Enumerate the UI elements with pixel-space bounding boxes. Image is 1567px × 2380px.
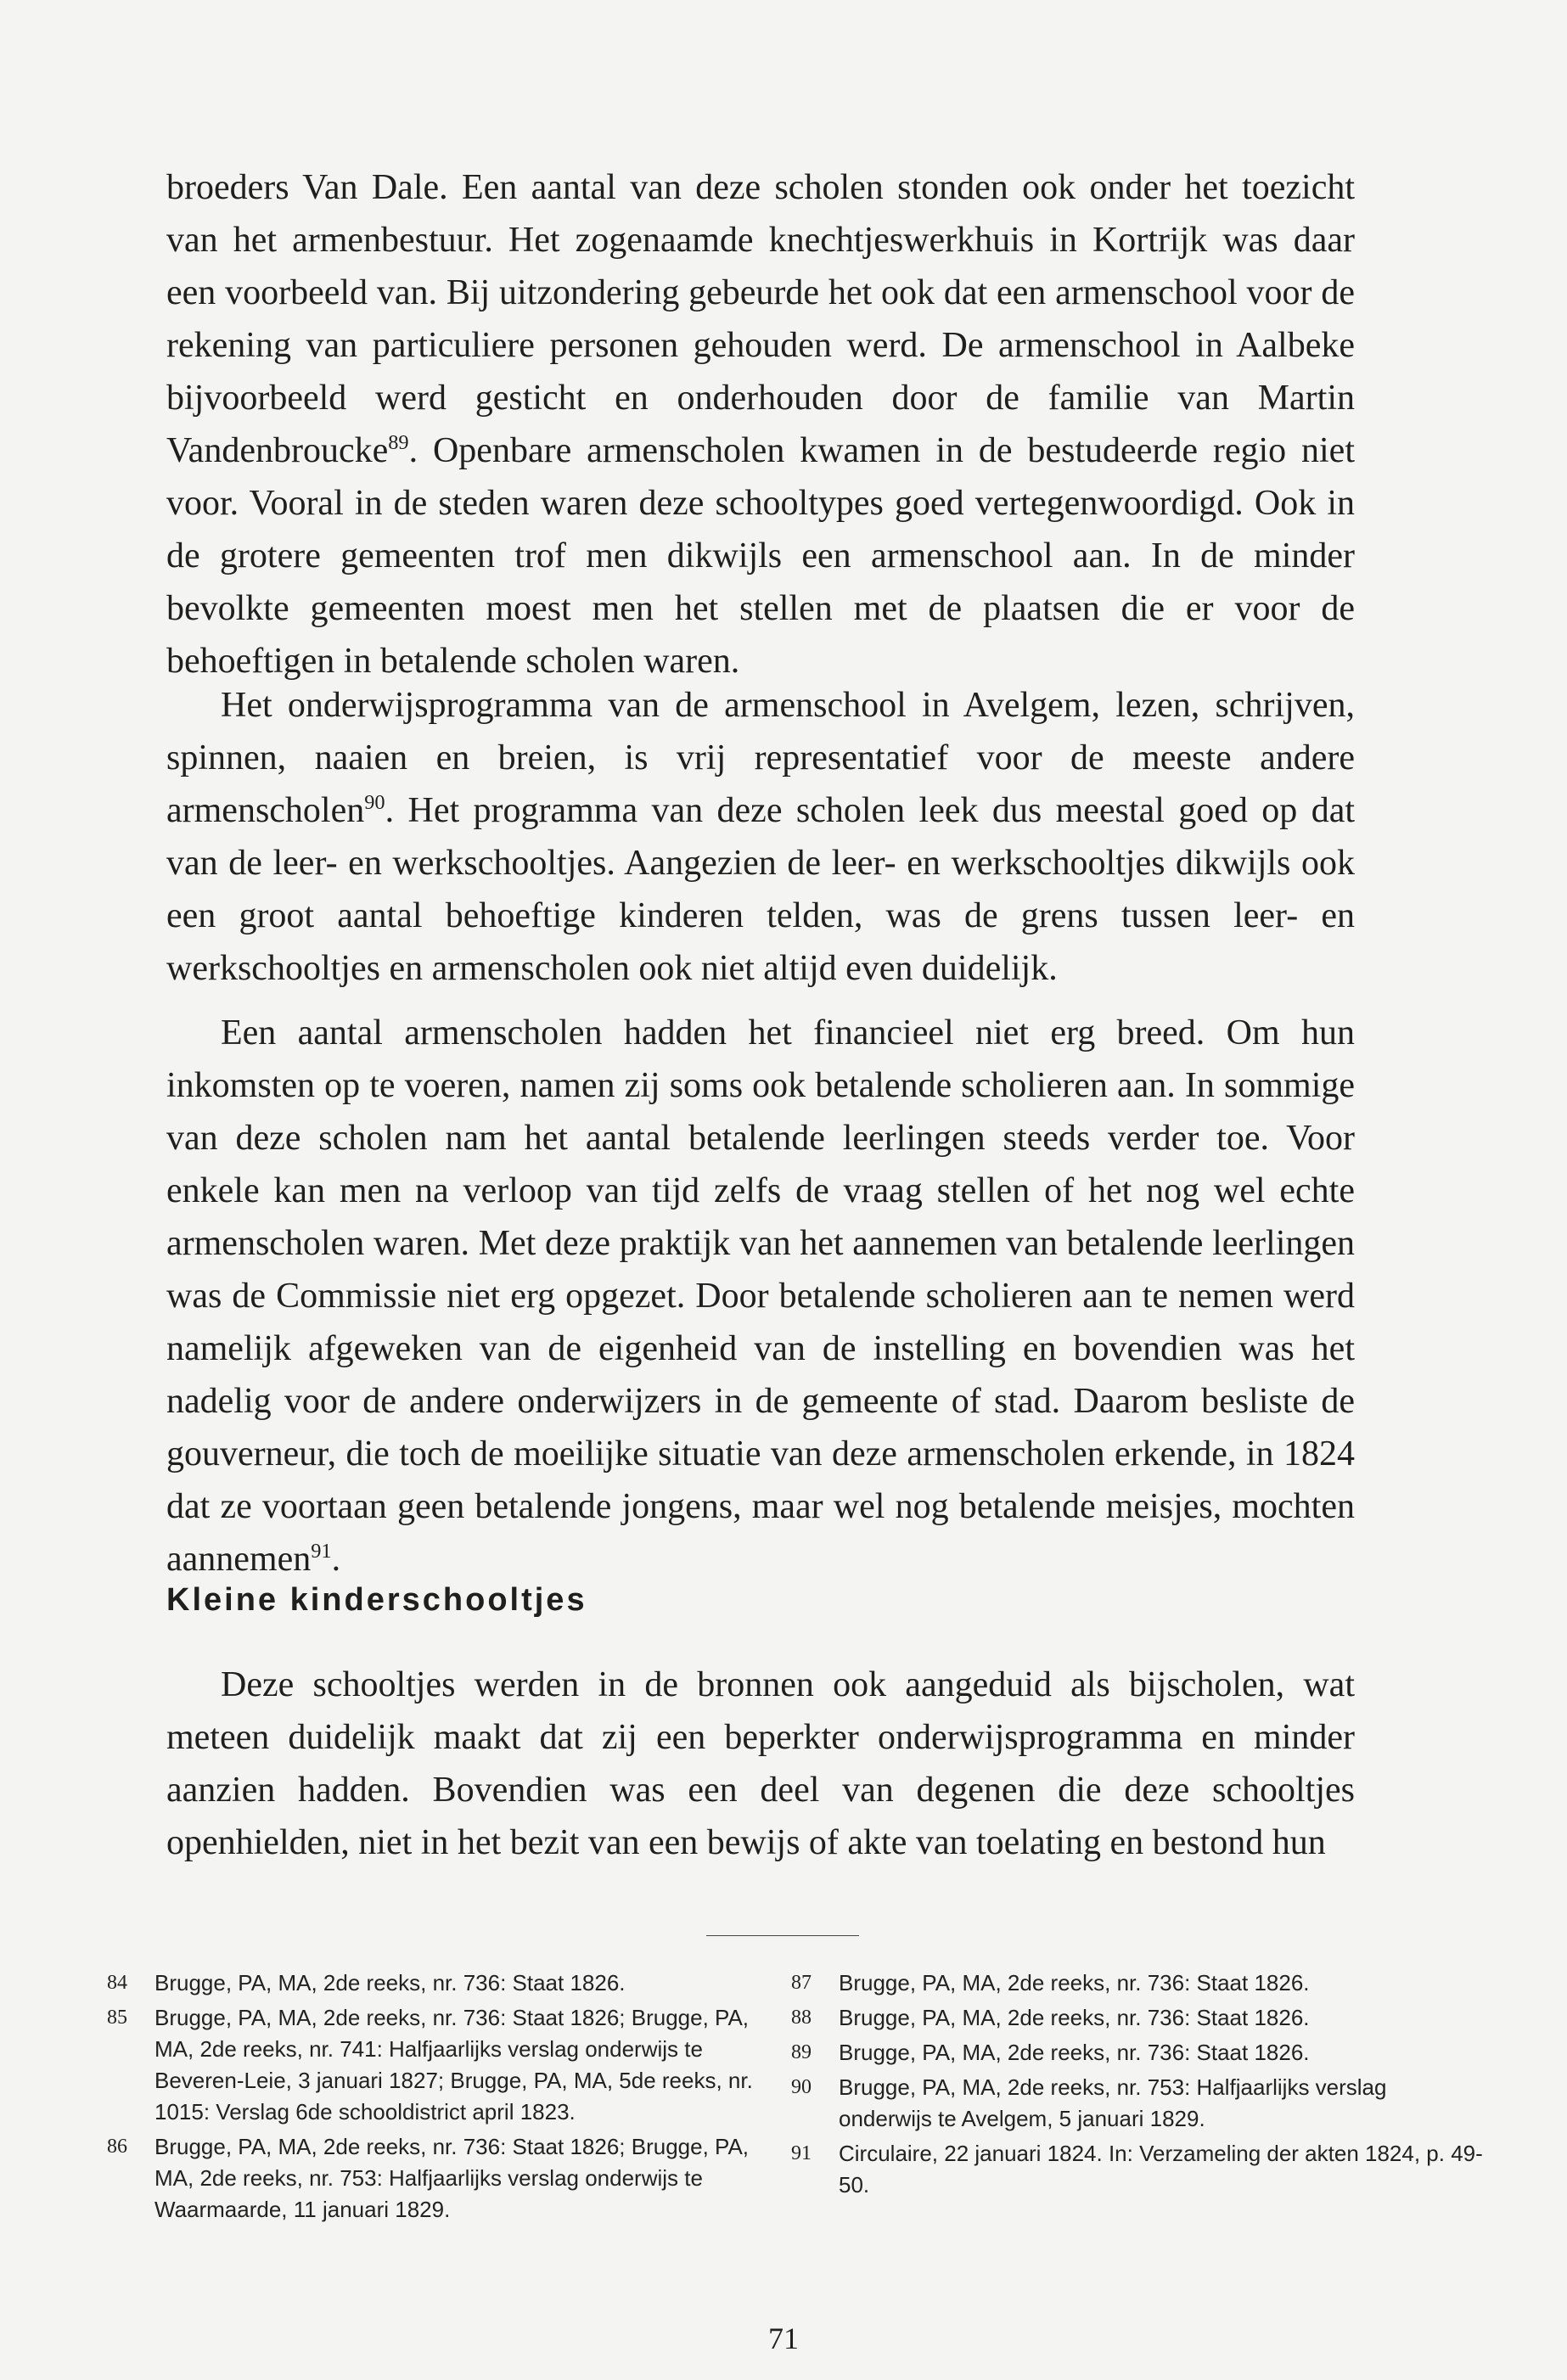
footnote-number: 90 bbox=[791, 2076, 812, 2098]
footnote-number: 91 bbox=[791, 2142, 812, 2164]
footnote bbox=[779, 2037, 1484, 2068]
footnote-text: Circulaire, 22 januari 1824. In: Verzameling der akten 1824, p. 49-50. bbox=[839, 2141, 1483, 2198]
footnote bbox=[779, 2002, 1484, 2034]
footnote-text: Brugge, PA, MA, 2de reeks, nr. 736: Staat 1826. bbox=[839, 1970, 1310, 1995]
footnote-text: Brugge, PA, MA, 2de reeks, nr. 753: Halfjaarlijks verslag onderwijs te Avelgem, 5 januari 1829. bbox=[839, 2074, 1387, 2131]
footnote-number: 87 bbox=[791, 1972, 812, 1994]
paragraph-text: Deze schooltjes werden in de bronnen ook aangeduid als bijscholen, wat meteen duidelijk maakt dat zij een beperkter onderwijsprogramma en minder aanzien hadden. Bovendien was een deel van degenen die deze schooltjes openhielden, niet in het bezit van een bewijs of akte van toelating en bestond hun bbox=[166, 1665, 1355, 1862]
paragraph-text: . Het programma van deze scholen leek dus meestal goed op dat van de leer- en werkschooltjes. Aangezien de leer- en werkschooltjes dikwijls ook een groot aantal behoeftige kinderen telden, was de grens tussen leer- en werkschooltjes en armenscholen ook niet altijd even duidelijk. bbox=[166, 791, 1355, 988]
footnote-text: Brugge, PA, MA, 2de reeks, nr. 736: Staat 1826. bbox=[839, 2005, 1310, 2030]
paragraph-text: . bbox=[331, 1540, 341, 1579]
footnote-number: 89 bbox=[791, 2041, 812, 2063]
footnote-text: Brugge, PA, MA, 2de reeks, nr. 736: Staat 1826; Brugge, PA, MA, 2de reeks, nr. 753: Halfjaarlijks verslag onderwijs te Waarmaarde, 11 januari 1829. bbox=[154, 2134, 750, 2222]
paragraph-text: . Openbare armenscholen kwamen in de bestudeerde regio niet voor. Vooral in de steden waren deze schooltypes goed vertegenwoordigd. Ook in de grotere gemeenten trof men dikwijls een armenschool aan. In de minder bevolkte gemeenten moest men het stellen met de plaatsen die er voor de behoeftigen in betalende scholen waren. bbox=[166, 431, 1355, 681]
footnote bbox=[95, 2131, 766, 2226]
paragraph-text: Een aantal armenscholen hadden het financieel niet erg breed. Om hun inkomsten op te voeren, namen zij soms ook betalende scholieren aan. In sommige van deze scholen nam het aantal betalende leerlingen steeds verder toe. Voor enkele kan men na verloop van tijd zelfs de vraag stellen of het nog wel echte armenscholen waren. Met deze praktijk van het aannemen van betalende leerlingen was de Commissie niet erg opgezet. Door betalende scholieren aan te nemen werd namelijk afgeweken van de eigenheid van de instelling en bovendien was het nadelig voor de andere onderwijzers in de gemeente of stad. Daarom besliste de gouverneur, die toch de moeilijke situatie van deze armenscholen erkende, in 1824 dat ze voortaan geen betalende jongens, maar wel nog betalende meisjes, mochten aannemen bbox=[166, 1013, 1355, 1579]
section-heading: Kleine kinderschooltjes bbox=[166, 1582, 587, 1618]
footnotes-left-column bbox=[95, 1967, 766, 2229]
footnote bbox=[95, 1967, 766, 1999]
footnote-text: Brugge, PA, MA, 2de reeks, nr. 736: Staat 1826. bbox=[154, 1970, 626, 1995]
footnote-reference[interactable]: 91 bbox=[311, 1540, 332, 1563]
paragraph-text: Het onderwijsprogramma van de armenschool in Avelgem, lezen, schrijven, spinnen, naaien en breien, is vrij representatief voor de meeste andere armenscholen bbox=[166, 686, 1355, 830]
footnote-reference[interactable]: 89 bbox=[388, 431, 409, 454]
footnotes-right-column bbox=[779, 1967, 1484, 2204]
footnote bbox=[779, 1967, 1484, 1999]
footnote-number: 86 bbox=[107, 2136, 127, 2158]
footnote-separator bbox=[706, 1935, 859, 1936]
footnote bbox=[779, 2138, 1484, 2201]
footnote-number: 84 bbox=[107, 1972, 127, 1994]
footnote-text: Brugge, PA, MA, 2de reeks, nr. 736: Staat 1826. bbox=[839, 2040, 1310, 2065]
body-paragraph bbox=[166, 1007, 1355, 1586]
footnote bbox=[779, 2072, 1484, 2135]
body-paragraph bbox=[166, 1659, 1355, 1869]
page-number: 71 bbox=[768, 2321, 799, 2355]
body-paragraph bbox=[166, 679, 1355, 995]
footnote-text: Brugge, PA, MA, 2de reeks, nr. 736: Staat 1826; Brugge, PA, MA, 2de reeks, nr. 741: Halfjaarlijks verslag onderwijs te Beveren-Leie, 3 januari 1827; Brugge, PA, MA, 5de reeks, nr. 1015: Verslag 6de schooldistrict april 1823. bbox=[154, 2005, 753, 2125]
body-paragraph bbox=[166, 161, 1355, 688]
footnote-reference[interactable]: 90 bbox=[364, 791, 385, 814]
paragraph-text: broeders Van Dale. Een aantal van deze scholen stonden ook onder het toezicht van het armenbestuur. Het zogenaamde knechtjeswerkhuis in Kortrijk was daar een voorbeeld van. Bij uitzondering gebeurde het ook dat een armenschool voor de rekening van particuliere personen gehouden werd. De armenschool in Aalbeke bijvoorbeeld werd gesticht en onderhouden door de familie van Martin Vandenbroucke bbox=[166, 168, 1355, 470]
footnote-number: 85 bbox=[107, 2007, 127, 2029]
footnote-number: 88 bbox=[791, 2007, 812, 2029]
footnote bbox=[95, 2002, 766, 2128]
